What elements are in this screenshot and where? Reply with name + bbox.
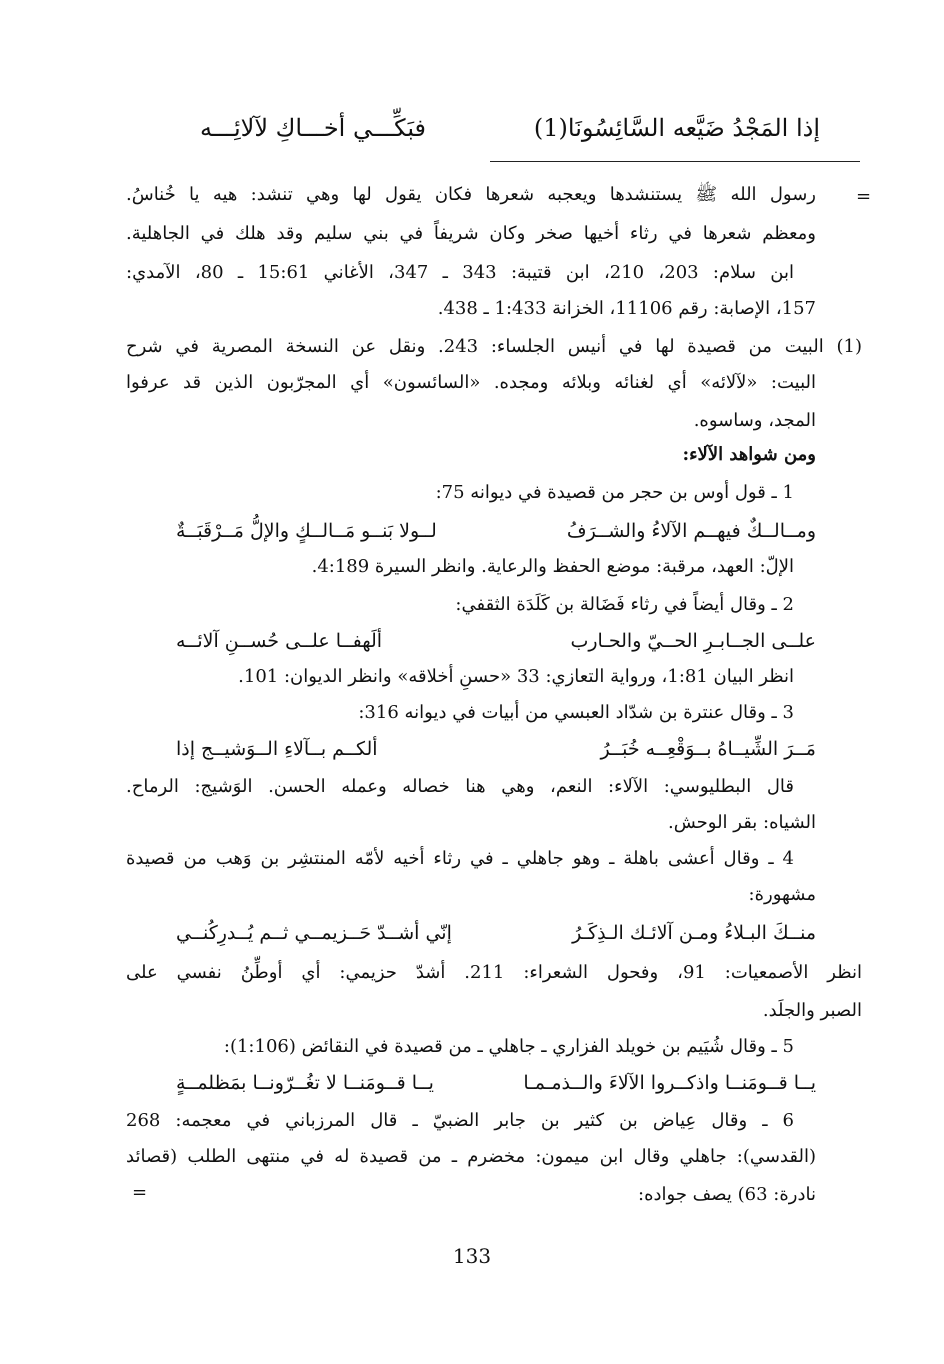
footnote-line-1: رسول الله ﷺ يستنشدها ويعجبه شعرها فكان يقول لها وهي تنشد: هيه يا خُناسُ. — [126, 184, 816, 205]
verse-1-first-hemistich: لــولا بَنــو مَــالــكٍ والإلُّ مَــرْقَبَــةٌ — [176, 520, 437, 542]
shahid-1-gloss: الإلّ: العهد، مرقبة: موضع الحفظ والرعاية. وانظر السيرة 4:189. — [311, 556, 794, 577]
section-heading-shawahid: ومن شواهد الآلاء: — [682, 444, 816, 465]
header-verse — [200, 108, 820, 148]
footnote-1-line-3: المجد، وساسوه. — [693, 410, 816, 431]
verse-4 — [176, 916, 816, 950]
shahid-4-gloss-line-2: الصبر والجلَد. — [762, 1000, 862, 1021]
shahid-6-intro-line-2: (القدسي): جاهلي وقال ابن ميمون: مخضرم ـ من قصيدة له في منتهى الطلب (قصائد — [126, 1146, 816, 1167]
verse-4-first-hemistich: إنّي أشــدّ حَــزيمــي ثــم يُــدرِكُنــي — [176, 922, 452, 944]
footnote-1-line-1: (1) البيت من قصيدة لها في أنيس الجلساء: 243. ونقل عن النسخة المصرية في شرح — [126, 336, 862, 357]
shahid-4-intro-line-1: 4 ـ وقال أعشى باهلة ـ وهو جاهلي ـ في رثاء أخيه لأمّه المنتشِر بن وَهب من قصيدة — [126, 848, 794, 869]
verse-2 — [176, 624, 816, 658]
continuation-mark-top: = — [856, 186, 872, 207]
shahid-6-intro-line-3: نادرة: 63) يصف جواده: — [638, 1184, 816, 1205]
verse-5 — [176, 1066, 816, 1100]
footnote-line-4: 157، الإصابة: رقم 11106، الخزانة 1:433 ـ 438. — [437, 298, 816, 319]
verse-2-second-hemistich: علــى الجــابـرِ الحــيّ والحـارب — [570, 630, 816, 652]
footnote-1-line-2: البيت: «لآلائه» أي لغنائه وبلائه ومجده. «السائسون» أي المجرّبون الذين قد عرفوا — [126, 372, 816, 393]
shahid-3-gloss-line-2: الشياه: بقر الوحش. — [667, 812, 816, 833]
shahid-4-gloss-line-1: انظر الأصمعيات: 91، وفحول الشعراء: 211. أشدّ حزيمي: أي أوطِّنُ نفسي على — [126, 962, 862, 983]
verse-3-first-hemistich: ألكــم بــآلاءِ الــوَشيــج إذا — [176, 738, 378, 760]
footnote-line-2: ومعظم شعرها في رثاء أخيها صخر وكان شريفاً في بني سليم وقد هلك في الجاهلية. — [126, 223, 816, 244]
verse-3-second-hemistich: مَــرَ الشِّيــاهُ بــوَقْعِــه خُبَــرُ — [600, 738, 816, 760]
shahid-3-gloss-line-1: قال البطليوسي: الآلاء: النعم، وهي هنا خصاله وعمله الحسن. الوَشيج: الرماح. — [126, 776, 794, 797]
verse-3 — [176, 732, 816, 766]
shahid-3-intro: 3 ـ وقال عنترة بن شدّاد العبسي من أبيات في ديوانه 316: — [358, 702, 794, 723]
shahid-6-intro-line-1: 6 ـ وقال عِياض بن كثير بن جابر الضبيّ ـ قال المرزباني في معجمه: 268 — [126, 1110, 794, 1131]
header-verse-second-hemistich: إذا المَجْدُ ضَيَّعه السَّائِسُونَا(1) — [533, 114, 820, 142]
verse-1 — [176, 514, 816, 548]
verse-5-second-hemistich: يــا قــومَنــا واذكــروا الآلاءَ والــذمـمـا — [523, 1072, 816, 1094]
footnote-separator — [490, 161, 860, 162]
shahid-2-intro: 2 ـ وقال أيضاً في رثاء فَضَالة بن كَلَدَة الثقفي: — [455, 594, 794, 615]
header-verse-first-hemistich: فبَكِّـــي أخـــاكِ لآلائِـــه — [200, 114, 427, 142]
verse-5-first-hemistich: يــا قــومَنــا لا تغُــرّونــا بمَظلمــةٍ — [176, 1072, 434, 1094]
verse-4-second-hemistich: منــكَ البـلاءُ ومـن آلائـك الـذِكَـرُ — [572, 922, 816, 944]
verse-1-second-hemistich: ومــالــكٌ فيهــم الآلاءُ والشــرَفُ — [566, 520, 816, 542]
shahid-1-intro: 1 ـ قول أوس بن حجر من قصيدة في ديوانه 75: — [435, 482, 794, 503]
shahid-4-intro-line-2: مشهورة: — [748, 884, 816, 905]
footnote-line-3: ابن سلام: 203، 210، ابن قتيبة: 343 ـ 347، الأغاني 15:61 ـ 80، الآمدي: — [126, 262, 795, 283]
page-number: 133 — [452, 1244, 492, 1268]
verse-2-first-hemistich: ألَهفــا علــى حُســنِ آلائــه — [176, 630, 383, 652]
continuation-mark-bottom: = — [132, 1182, 148, 1203]
shahid-5-intro: 5 ـ وقال شُيَيم بن خويلد الفزاري ـ جاهلي ـ من قصيدة في النقائض (1:106): — [223, 1036, 794, 1057]
shahid-2-gloss: انظر البيان 1:81، ورواية التعازي: 33 «حسنِ أخلاقه» وانظر الديوان: 101. — [238, 666, 794, 687]
